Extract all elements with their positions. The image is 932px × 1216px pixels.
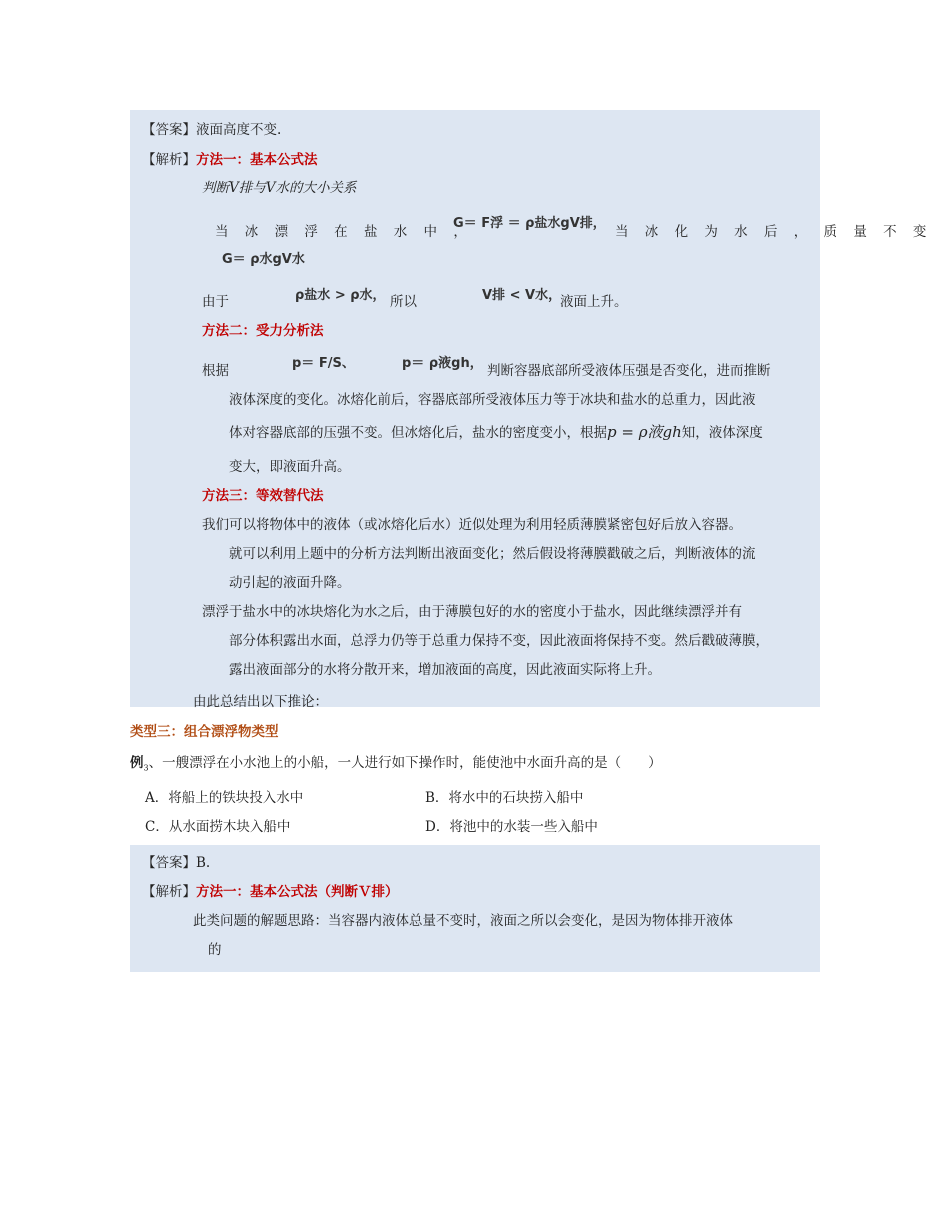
line-a-text: 当 冰 漂 浮 在 盐 水 中 ， [215, 224, 473, 240]
formula-inline-pressure: p = ρ液gh [607, 423, 682, 441]
method3-p4: 漂浮于盐水中的冰块熔化为水之后，由于薄膜包好的水的密度小于盐水，因此继续漂浮并有 [202, 604, 742, 620]
method2-p3b: 知，液体深度 [681, 425, 763, 441]
option-b: B．将水中的石块捞入船中 [425, 790, 584, 806]
line-b-mid: 所以 [390, 294, 417, 310]
method3-p2: 就可以利用上题中的分析方法判断出液面变化；然后假设将薄膜戳破之后，判断液体的流 [229, 546, 756, 562]
option-c: C．从水面捞木块入船中 [145, 819, 291, 835]
example3-question [130, 751, 662, 773]
example3-label: 例 [130, 755, 144, 771]
method2-p4: 变大，即液面升高。 [229, 459, 351, 475]
example3-question-text: 、一艘漂浮在小水池上的小船，一人进行如下操作时，能使池中水面升高的是（ ） [148, 755, 662, 771]
option-a: A．将船上的铁块投入水中 [145, 790, 304, 806]
method1-title: 方法一：基本公式法 [196, 152, 318, 168]
para1: 此类问题的解题思路：当容器内液体总量不变时，液面之所以会变化，是因为物体排开液体 [193, 913, 733, 929]
method3-p3: 动引起的液面升降。 [229, 575, 351, 591]
formula-buoyancy: G＝ F浮 ＝ ρ盐水gV排， [453, 216, 606, 231]
method1-intro-text: 判断V排与V水的大小关系 [202, 180, 357, 196]
method2-p2: 液体深度的变化。冰熔化前后，容器底部所受液体压力等于冰块和盐水的总重力，因此液 [229, 392, 756, 408]
method1-intro [202, 176, 357, 196]
analysis-tag: 【解析】 [142, 884, 196, 900]
answer-tag: 【答案】 [142, 122, 196, 138]
method2-p3a: 体对容器底部的压强不变。但冰熔化后，盐水的密度变小，根据 [229, 425, 607, 441]
method2-p3 [229, 421, 763, 442]
answer-box-example-2 [130, 110, 932, 710]
para2: 的 [208, 942, 222, 958]
method3-p5: 部分体积露出水面，总浮力仍等于总重力保持不变，因此液面将保持不变。然后戳破薄膜， [229, 633, 769, 649]
analysis-tag: 【解析】 [142, 152, 196, 168]
answer-text: 液面高度不变. [196, 122, 282, 138]
line-b-tail: 液面上升。 [560, 294, 628, 310]
method3-title: 方法三：等效替代法 [202, 488, 324, 504]
answer-tag: 【答案】 [142, 855, 196, 871]
method3-p7: 由此总结出以下推论： [193, 694, 328, 710]
formula-pressure-def: p＝ F/S、 [292, 356, 355, 371]
method1-title: 方法一：基本公式法（判断Ｖ排） [196, 884, 399, 900]
analysis-line [142, 148, 318, 168]
method2-lead: 根据 [202, 363, 229, 379]
formula-liquid-pressure: p＝ ρ液gh， [402, 356, 483, 371]
method3-p6: 露出液面部分的水将分散开来，增加液面的高度，因此液面实际将上升。 [229, 662, 661, 678]
option-d: D．将池中的水装一些入船中 [425, 819, 598, 835]
line-b-lead: 由于 [202, 294, 229, 310]
method2-title: 方法二：受力分析法 [202, 323, 324, 339]
section-heading-type3: 类型三：组合漂浮物类型 [130, 724, 279, 740]
formula-weight: G＝ ρ水gV水 [222, 252, 305, 267]
answer-line [142, 851, 210, 871]
method2-p1: 判断容器底部所受液体压强是否变化，进而推断 [487, 363, 771, 379]
formula-density-compare: ρ盐水 > ρ水， [295, 288, 386, 303]
method3-p1: 我们可以将物体中的液体（或冰熔化后水）近似处理为利用轻质薄膜紧密包好后放入容器。 [202, 517, 742, 533]
answer-line [142, 118, 281, 138]
answer-text: B. [196, 855, 211, 871]
analysis-line [142, 880, 399, 900]
line-a-tail: 当 冰 化 为 水 后 ， 质 量 不 变 [615, 224, 932, 240]
answer-box-example-3 [130, 845, 820, 972]
formula-volume-compare: V排 < V水， [482, 288, 562, 303]
example3-label-sub: 3 [143, 763, 149, 773]
